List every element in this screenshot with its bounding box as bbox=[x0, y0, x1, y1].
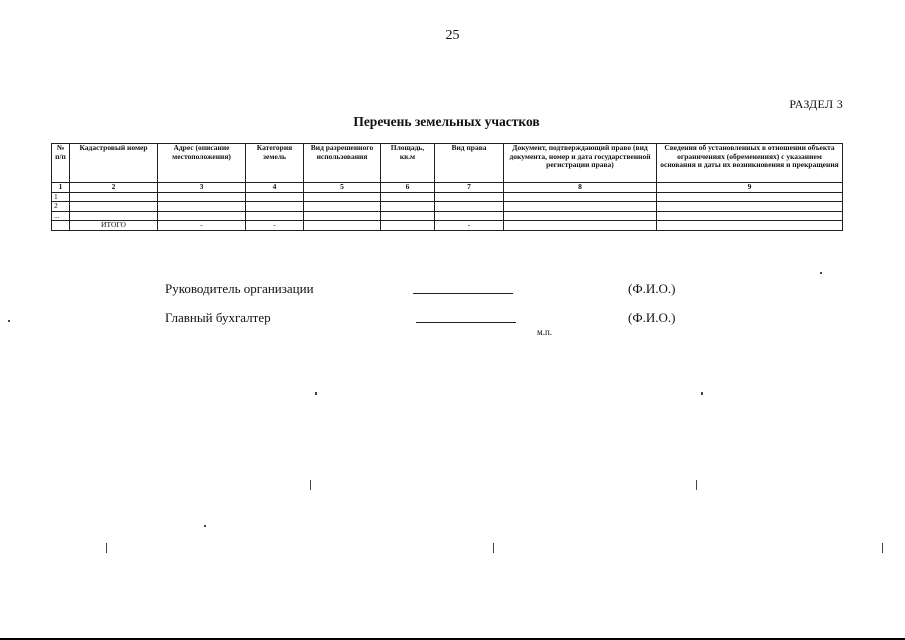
total-cell bbox=[657, 221, 843, 231]
total-cell bbox=[304, 221, 381, 231]
table-header-row bbox=[52, 144, 843, 183]
table-cell bbox=[70, 192, 158, 202]
total-cell: - bbox=[435, 221, 504, 231]
scan-speck bbox=[106, 543, 107, 553]
column-numbers-row bbox=[52, 183, 843, 193]
total-row bbox=[52, 221, 843, 231]
header-cell-area: Площадь, кв.м bbox=[381, 144, 435, 183]
land-plots-table bbox=[51, 143, 843, 231]
header-cell-address: Адрес (описание местоположения) bbox=[158, 144, 246, 183]
table-cell bbox=[246, 192, 304, 202]
scan-speck bbox=[8, 320, 10, 322]
column-number: 2 bbox=[70, 183, 158, 193]
column-number: 4 bbox=[246, 183, 304, 193]
table-cell bbox=[158, 192, 246, 202]
total-cell bbox=[504, 221, 657, 231]
table-row bbox=[52, 202, 843, 212]
total-cell bbox=[52, 221, 70, 231]
column-number: 1 bbox=[52, 183, 70, 193]
scan-speck bbox=[820, 272, 822, 274]
scan-speck bbox=[315, 392, 317, 395]
table-cell bbox=[70, 202, 158, 212]
column-number: 7 bbox=[435, 183, 504, 193]
table-cell bbox=[246, 202, 304, 212]
table-cell: ... bbox=[52, 211, 70, 221]
total-cell: - bbox=[246, 221, 304, 231]
column-number: 3 bbox=[158, 183, 246, 193]
table-row bbox=[52, 192, 843, 202]
table-cell bbox=[657, 202, 843, 212]
table-cell: 1 bbox=[52, 192, 70, 202]
accountant-fio-label: (Ф.И.О.) bbox=[628, 310, 676, 325]
head-fio-label: (Ф.И.О.) bbox=[628, 281, 676, 296]
total-label: ИТОГО bbox=[70, 221, 158, 231]
scan-speck bbox=[310, 480, 311, 490]
scan-speck bbox=[204, 525, 206, 527]
scan-speck bbox=[882, 543, 883, 553]
table-cell bbox=[435, 211, 504, 221]
table-cell bbox=[70, 211, 158, 221]
column-number: 5 bbox=[304, 183, 381, 193]
column-number: 8 bbox=[504, 183, 657, 193]
scan-speck bbox=[696, 480, 697, 490]
table-cell bbox=[504, 211, 657, 221]
stamp-placeholder-label: м.п. bbox=[537, 327, 553, 337]
header-cell-cadastral: Кадастровый номер bbox=[70, 144, 158, 183]
column-number: 9 bbox=[657, 183, 843, 193]
accountant-signature-line bbox=[416, 322, 516, 323]
table-cell bbox=[304, 202, 381, 212]
table-cell bbox=[657, 192, 843, 202]
total-cell: - bbox=[158, 221, 246, 231]
table-cell bbox=[504, 192, 657, 202]
table-cell bbox=[435, 192, 504, 202]
header-cell-right-type: Вид права bbox=[435, 144, 504, 183]
scan-speck bbox=[493, 543, 494, 553]
table-cell: 2 bbox=[52, 202, 70, 212]
table-cell bbox=[435, 202, 504, 212]
header-cell-category: Категория земель bbox=[246, 144, 304, 183]
table-cell bbox=[381, 202, 435, 212]
table-cell bbox=[158, 211, 246, 221]
document-title: Перечень земельных участков bbox=[353, 114, 540, 129]
head-signature-line bbox=[413, 293, 513, 294]
table-cell bbox=[246, 211, 304, 221]
table-row bbox=[52, 211, 843, 221]
table-cell bbox=[304, 192, 381, 202]
header-cell-use-type: Вид разрешенного использования bbox=[304, 144, 381, 183]
header-cell-number: № п/п bbox=[52, 144, 70, 183]
header-cell-document: Документ, подтверждающий право (вид документа, номер и дата государственной регистрации права) bbox=[504, 144, 657, 183]
table-cell bbox=[381, 211, 435, 221]
header-cell-restrictions: Сведения об установленных в отношении объекта ограничениях (обременениях) с указанием основания и даты их возникновения и прекращения bbox=[657, 144, 843, 183]
table-cell bbox=[381, 192, 435, 202]
head-signature-label: Руководитель организации bbox=[165, 281, 314, 296]
scan-speck bbox=[701, 392, 703, 395]
page-number: 25 bbox=[445, 28, 460, 43]
column-number: 6 bbox=[381, 183, 435, 193]
table-cell bbox=[504, 202, 657, 212]
table-cell bbox=[657, 211, 843, 221]
table-cell bbox=[304, 211, 381, 221]
section-label: РАЗДЕЛ 3 bbox=[789, 97, 843, 111]
table-cell bbox=[158, 202, 246, 212]
accountant-signature-label: Главный бухгалтер bbox=[165, 310, 271, 325]
total-cell bbox=[381, 221, 435, 231]
